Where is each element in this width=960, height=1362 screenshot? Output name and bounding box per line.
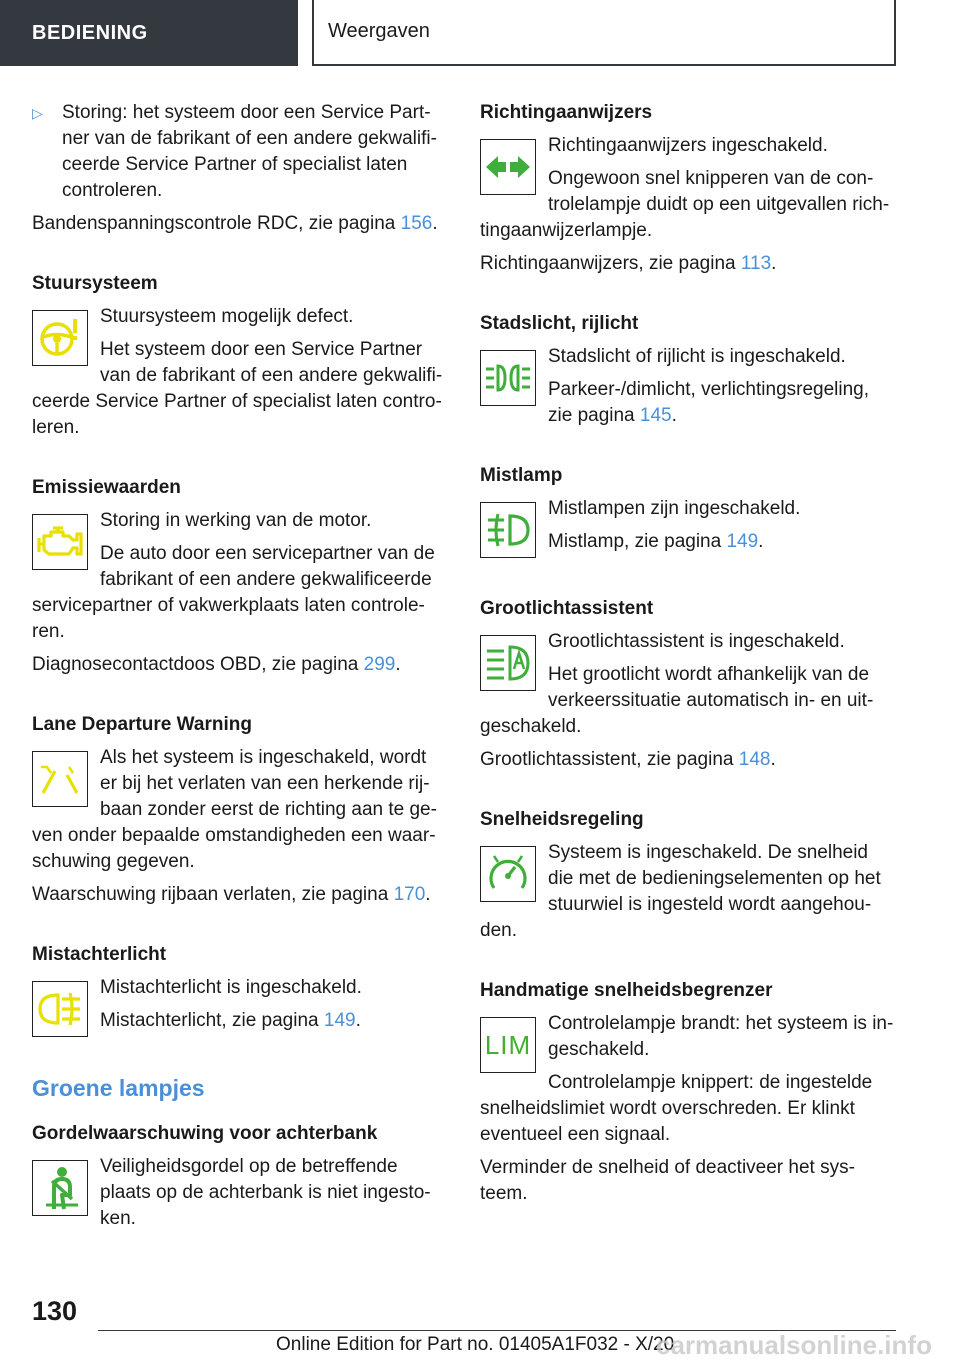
engine-icon <box>32 514 88 570</box>
page-number: 130 <box>32 1296 78 1326</box>
page-link-149[interactable]: 149 <box>726 531 759 552</box>
page-link-149[interactable]: 149 <box>323 1010 356 1031</box>
text: Systeem is ingeschakeld. De snelheid die met de bedieningselementen op het stuurwiel is ingesteld wordt aangehouden. <box>480 842 881 941</box>
bullet-item <box>32 100 446 204</box>
section-ldw <box>32 712 446 908</box>
chapter-label: Weergaven <box>312 0 896 66</box>
bullet-text: Storing: het systeem door een Service Partner van de fabrikant of een andere gekwalificeerde Service Partner of specialist laten controleren. <box>62 102 437 201</box>
left-column <box>32 100 446 1232</box>
page-link-113[interactable]: 113 <box>740 253 772 274</box>
rdc-reference: Bandenspanningscontrole RDC, zie pagina 156. <box>32 213 438 234</box>
section-label: BEDIENING <box>0 0 298 66</box>
watermark: carmanualsonline.info <box>656 1330 932 1360</box>
steering-warning-icon <box>32 310 88 366</box>
section-rear-fog <box>32 942 446 1041</box>
turn-reference: Richtingaanwijzers, zie pagina 113. <box>480 253 777 274</box>
section-title: Gordelwaarschuwing voor achterbank <box>32 1123 378 1144</box>
edition-text: Online Edition for Part no. 01405A1F032 - X/20 <box>276 1334 675 1355</box>
lim-label: LIM <box>484 1029 532 1060</box>
speed-limiter-icon <box>480 1017 536 1073</box>
cruise-control-icon <box>480 846 536 902</box>
parking-light-icon <box>480 350 536 406</box>
text: Storing in werking van de motor. <box>100 510 372 531</box>
section-title: Emissiewaarden <box>32 477 181 498</box>
page-link-299[interactable]: 299 <box>363 654 396 675</box>
front-fog-icon <box>480 502 536 558</box>
text: Stuursysteem mogelijk defect. <box>100 306 354 327</box>
page-link-170[interactable]: 170 <box>393 884 426 905</box>
text: Mistachterlicht is ingeschakeld. <box>100 977 362 998</box>
text: Richtingaanwijzers ingeschakeld. <box>548 135 828 156</box>
section-title: Stuursysteem <box>32 273 158 294</box>
section-title: Richtingaanwijzers <box>480 102 653 123</box>
section-seatbelt <box>32 1121 446 1232</box>
seatbelt-icon <box>32 1160 88 1216</box>
section-title: Mistachterlicht <box>32 944 167 965</box>
section-emission <box>32 475 446 678</box>
section-title: Lane Departure Warning <box>32 714 252 735</box>
section-turn-signal <box>480 100 896 277</box>
rear-fog-reference: Mistachterlicht, zie pagina 149. <box>100 1010 361 1031</box>
section-front-fog <box>480 463 896 562</box>
text: Het systeem door een Service Partner van de fabrikant of een andere gekwalificeerde Service Partner of specialist laten controleren. <box>32 339 443 438</box>
section-title: Grootlichtassistent <box>480 598 654 619</box>
emission-reference: Diagnosecontactdoos OBD, zie pagina 299. <box>32 654 401 675</box>
page-link-145[interactable]: 145 <box>639 405 672 426</box>
section-high-beam <box>480 596 896 773</box>
section-speed-limiter <box>480 978 896 1207</box>
bullet-triangle-icon: ▷ <box>32 105 43 121</box>
text: Het grootlicht wordt afhankelijk van de verkeerssituatie automatisch in- en uitgeschakeld. <box>480 664 874 737</box>
turn-signal-icon <box>480 139 536 195</box>
text: Als het systeem is ingeschakeld, wordt er bij het verlaten van een herkende rijbaan zonder eerst de richting aan te geven onder bepaalde omstandigheden een waarschuwing gegeven. <box>32 747 437 872</box>
text: Mistlampen zijn ingeschakeld. <box>548 498 801 519</box>
parking-reference: Parkeer-/dimlicht, verlichtingsregeling, zie pagina 145. <box>548 379 870 426</box>
section-cruise <box>480 807 896 944</box>
green-lamps-heading: Groene lampjes <box>32 1075 205 1101</box>
high-beam-assist-icon <box>480 635 536 691</box>
high-beam-reference: Grootlichtassistent, zie pagina 148. <box>480 749 776 770</box>
text: De auto door een servicepartner van de fabrikant of een andere gekwalificeerde servicepartner of vakwerkplaats laten controleren. <box>32 543 435 642</box>
section-title: Handmatige snelheidsbegrenzer <box>480 980 773 1001</box>
section-title: Stadslicht, rijlicht <box>480 313 639 334</box>
text: Ongewoon snel knipperen van de controlelampje duidt op een uitgevallen richtingaanwijzerlampje. <box>480 168 890 241</box>
section-title: Mistlamp <box>480 465 563 486</box>
fog-reference: Mistlamp, zie pagina 149. <box>548 531 764 552</box>
section-parking-light <box>480 311 896 429</box>
page-header <box>0 0 960 66</box>
section-title: Snelheidsregeling <box>480 809 644 830</box>
text: Controlelampje brandt: het systeem is ingeschakeld. <box>548 1013 894 1060</box>
text: Verminder de snelheid of deactiveer het systeem. <box>480 1157 855 1204</box>
section-steering <box>32 271 446 441</box>
rear-fog-icon <box>32 981 88 1037</box>
text: Controlelampje knippert: de ingestelde snelheidslimiet wordt overschreden. Er klinkt eventueel een signaal. <box>480 1072 873 1145</box>
page-link-148[interactable]: 148 <box>738 749 771 770</box>
page-link-156[interactable]: 156 <box>400 213 433 234</box>
right-column <box>480 100 896 1207</box>
text: Veiligheidsgordel op de betreffende plaats op de achterbank is niet ingestoken. <box>100 1156 431 1229</box>
ldw-reference: Waarschuwing rijbaan verlaten, zie pagina 170. <box>32 884 431 905</box>
text: Stadslicht of rijlicht is ingeschakeld. <box>548 346 846 367</box>
text: Grootlichtassistent is ingeschakeld. <box>548 631 845 652</box>
lane-departure-icon <box>32 751 88 807</box>
